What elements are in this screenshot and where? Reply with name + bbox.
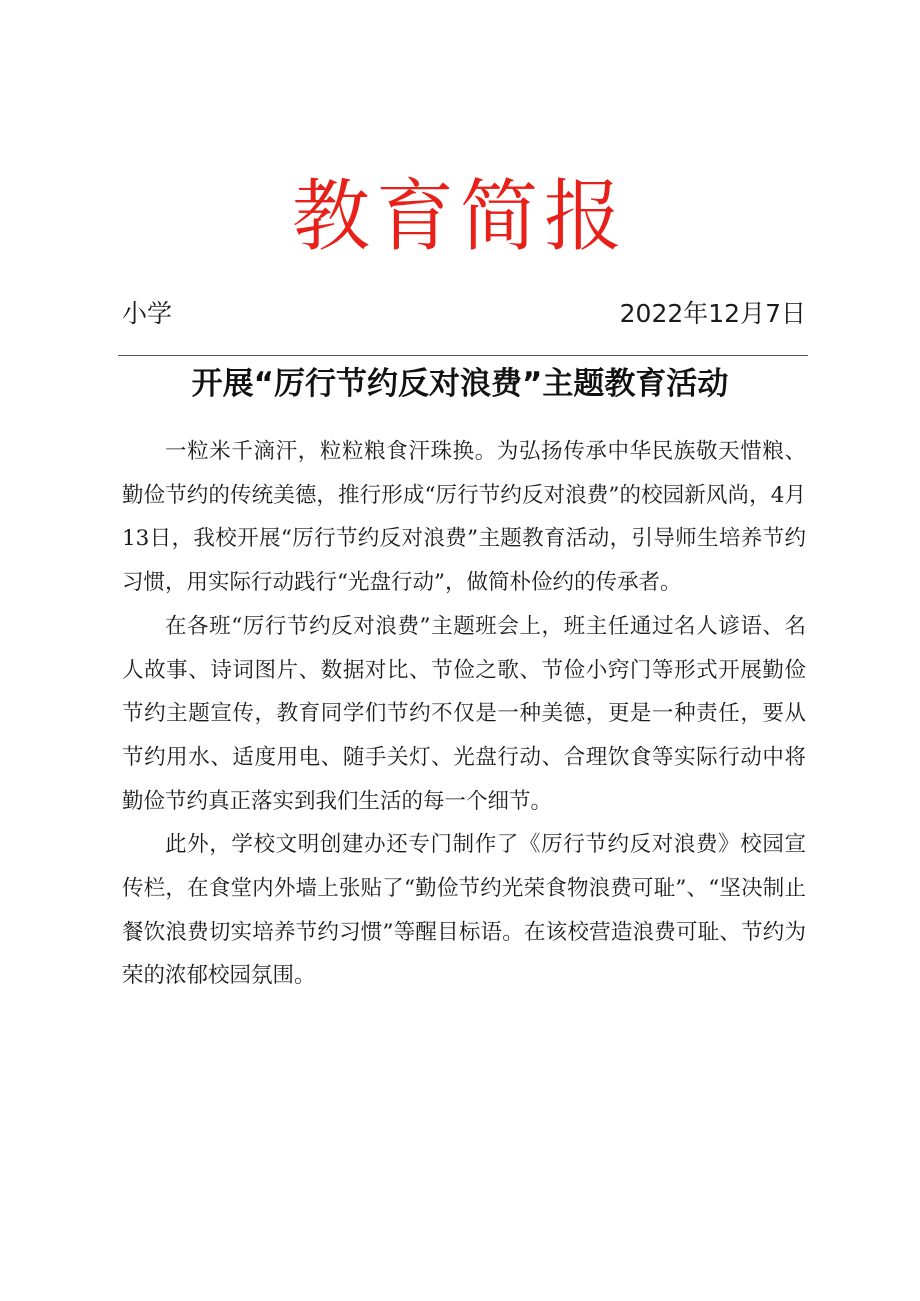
header-divider [118, 355, 808, 356]
article-paragraph-2: 在各班“厉行节约反对浪费”主题班会上，班主任通过名人谚语、名人故事、诗词图片、数据对比、节俭之歌、节俭小窍门等形式开展勤俭节约主题宣传，教育同学们节约不仅是一种美德，更是一种责任，要从节约用水、适度用电、随手关灯、光盘行动、合理饮食等实际行动中将勤俭节约真正落实到我们生活的每一个细节。 [122, 613, 806, 814]
school-name: 小学 [122, 299, 173, 328]
article-paragraph-1: 一粒米千滴汗，粒粒粮食汗珠换。为弘扬传承中华民族敬天惜粮、勤俭节约的传统美德，推行形成“厉行节约反对浪费”的校园新风尚，4月13日，我校开展“厉行节约反对浪费”主题教育活动，引导师生培养节约习惯，用实际行动践行“光盘行动”，做简朴俭约的传承者。 [122, 439, 806, 596]
meta-row [122, 296, 806, 332]
article-paragraph-3: 此外，学校文明创建办还专门制作了《厉行节约反对浪费》校园宣传栏，在食堂内外墙上张贴了“勤俭节约光荣食物浪费可耻”、“坚决制止餐饮浪费切实培养节约习惯”等醒目标语。在该校营造浪费可耻、节约为荣的浓郁校园氛围。 [122, 832, 806, 989]
article-body [122, 430, 806, 998]
issue-date: 2022年12月7日 [619, 299, 806, 328]
masthead-title: 教育简报 [291, 172, 628, 262]
article-headline: 开展“厉行节约反对浪费”主题教育活动 [191, 366, 729, 402]
